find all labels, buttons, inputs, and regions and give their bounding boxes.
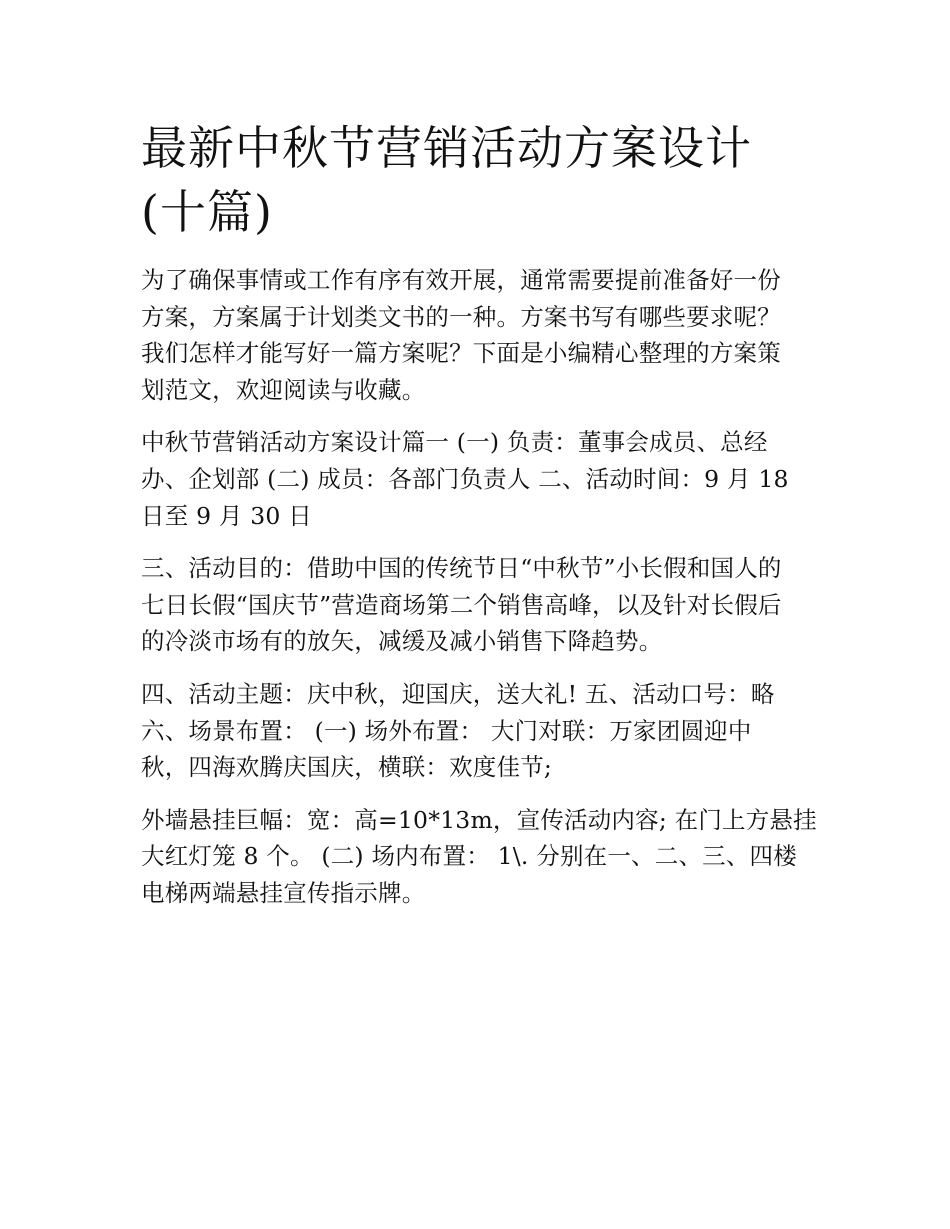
text-line: 三、活动目的：借助中国的传统节日“中秋节”小长假和国人的 [141,554,782,583]
text-line: 外墙悬挂巨幅：宽：高=10*13m，宣传活动内容; 在门上方悬挂 [141,805,817,834]
text-line: 电梯两端悬挂宣传指示牌。 [141,878,426,907]
text-line: 方案，方案属于计划类文书的一种。方案书写有哪些要求呢？ [141,302,781,331]
text-line: 办、企划部 (二) 成员：各部门负责人 二、活动时间：9 月 18 [141,464,789,493]
text-line: 划范文，欢迎阅读与收藏。 [141,375,426,404]
title-line: 最新中秋节营销活动方案设计 [141,121,752,175]
document-content [141,116,817,912]
text-line: 日至 9 月 30 日 [141,501,312,530]
section-one-paragraph [141,424,813,534]
text-line: 中秋节营销活动方案设计篇一 (一) 负责：董事会成员、总经 [141,428,768,457]
text-line: 我们怎样才能写好一篇方案呢？下面是小编精心整理的方案策 [141,339,781,368]
document-title [141,116,813,244]
text-line: 四、活动主题：庆中秋，迎国庆，送大礼! 五、活动口号：略 [141,679,775,708]
outdoor-indoor-layout-paragraph [141,802,817,912]
text-line: 的冷淡市场有的放矢，减缓及减小销售下降趋势。 [141,627,663,656]
text-line: 秋，四海欢腾庆国庆，横联：欢度佳节; [141,753,553,782]
text-line: 为了确保事情或工作有序有效开展，通常需要提前准备好一份 [141,266,781,294]
activity-purpose-paragraph [141,550,813,660]
text-line: 六、场景布置： (一) 场外布置： 大门对联：万家团圆迎中 [141,716,752,745]
text-line: 七日长假“国庆节”营造商场第二个销售高峰，以及针对长假后 [141,590,782,619]
theme-layout-paragraph [141,676,813,786]
title-line: (十篇) [141,185,273,239]
text-line: 大红灯笼 8 个。 (二) 场内布置： 1\. 分别在一、二、三、四楼 [141,842,797,871]
intro-paragraph [141,262,813,408]
